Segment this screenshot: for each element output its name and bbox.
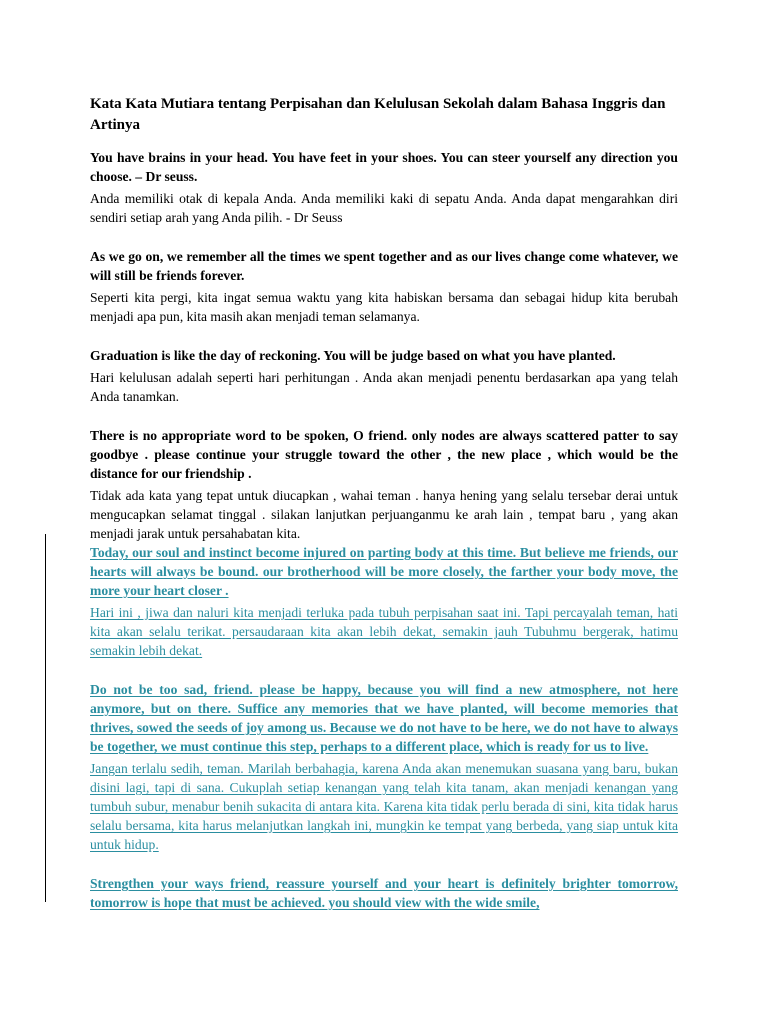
- quote-1-english: You have brains in your head. You have feet in your shoes. You can steer yourself any direction you choose. – Dr seuss.: [90, 150, 678, 184]
- quote-3-english: Graduation is like the day of reckoning. You will be judge based on what you have planted.: [90, 348, 616, 363]
- quote-5-english: Today, our soul and instinct become injured on parting body at this time. But believe me friends, our hearts will always be bound. our brotherhood will be more closely, the farther your body move, the more your heart closer .: [90, 545, 678, 598]
- margin-change-bar: [45, 534, 46, 902]
- quote-1-indonesian: Anda memiliki otak di kepala Anda. Anda memiliki kaki di sepatu Anda. Anda dapat mengarahkan diri sendiri setiap arah yang Anda pilih. - Dr Seuss: [90, 191, 678, 225]
- quote-4-english: There is no appropriate word to be spoken, O friend. only nodes are always scattered patter to say goodbye . please continue your struggle toward the other , the new place , which would be the distance for our friendship .: [90, 428, 678, 481]
- quote-2-indonesian: Seperti kita pergi, kita ingat semua waktu yang kita habiskan bersama dan sebagai hidup kita berubah menjadi apa pun, kita masih akan menjadi teman selamanya.: [90, 290, 678, 324]
- page-title: Kata Kata Mutiara tentang Perpisahan dan Kelulusan Sekolah dalam Bahasa Inggris dan Artinya: [90, 96, 666, 133]
- quote-7-english: Strengthen your ways friend, reassure yourself and your heart is definitely brighter tomorrow, tomorrow is hope that must be achieved. you should view with the wide smile,: [90, 876, 678, 910]
- quote-4-indonesian: Tidak ada kata yang tepat untuk diucapkan , wahai teman . hanya hening yang selalu tersebar derai untuk mengucapkan selamat tinggal . silakan lanjutkan perjuanganmu ke arah lain , tempat baru , yang akan menjadi jarak untuk persahabatan kita.: [90, 488, 678, 541]
- quote-2-english: As we go on, we remember all the times we spent together and as our lives change come whatever, we will still be friends forever.: [90, 249, 678, 283]
- quote-6-english: Do not be too sad, friend. please be happy, because you will find a new atmosphere, not here anymore, but on there. Suffice any memories that we have planted, will become memories that thrives, sowed the seeds of joy among us. Because we do not have to be here, we do not have to always be together, we must continue this step, perhaps to a different place, which is ready for us to live.: [90, 682, 678, 754]
- quote-3-indonesian: Hari kelulusan adalah seperti hari perhitungan . Anda akan menjadi penentu berdasarkan apa yang telah Anda tanamkan.: [90, 370, 678, 404]
- quote-5-indonesian: Hari ini , jiwa dan naluri kita menjadi terluka pada tubuh perpisahan saat ini. Tapi percayalah teman, hati kita akan selalu terikat. persaudaraan kita akan lebih dekat, semakin jauh Tubuhmu bergerak, hatimu semakin lebih dekat.: [90, 605, 678, 658]
- document-page: [90, 94, 678, 912]
- quote-6-indonesian: Jangan terlalu sedih, teman. Marilah berbahagia, karena Anda akan menemukan suasana yang baru, bukan disini lagi, tapi di sana. Cukuplah setiap kenangan yang telah kita tanam, akan menjadi kenangan yang tumbuh subur, menabur benih sukacita di antara kita. Karena kita tidak perlu berada di sini, kita tidak harus selalu bersama, kita harus melanjutkan langkah ini, mungkin ke tempat yang berbeda, yang siap untuk kita untuk hidup.: [90, 761, 678, 852]
